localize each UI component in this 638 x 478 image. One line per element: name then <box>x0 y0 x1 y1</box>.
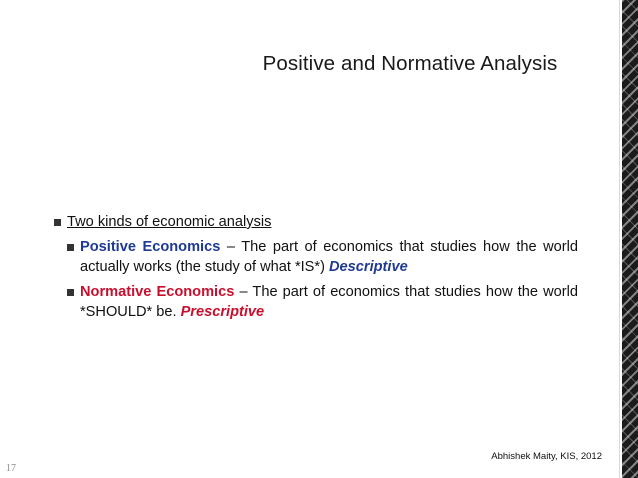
descriptive-tag: Descriptive <box>329 259 408 275</box>
page-number: 17 <box>6 463 16 474</box>
bullet-heading: Two kinds of economic analysis <box>67 214 272 230</box>
slide-title: Positive and Normative Analysis <box>262 52 558 75</box>
bullet-item-positive <box>67 237 578 277</box>
bullet-item-normative <box>67 282 578 322</box>
normative-economics-term: Normative Economics <box>80 284 235 300</box>
square-bullet-icon <box>67 289 74 296</box>
normative-economics-definition: – The part of economics that studies how the world *SHOULD* be. <box>80 284 578 320</box>
bullet-item-level1 <box>54 212 578 232</box>
square-bullet-icon <box>54 219 61 226</box>
positive-economics-term: Positive Economics <box>80 239 221 255</box>
square-bullet-icon <box>67 244 74 251</box>
normative-economics-text <box>80 282 578 322</box>
author-credit: Abhishek Maity, KIS, 2012 <box>491 451 602 462</box>
slide-content <box>54 212 578 322</box>
prescriptive-tag: Prescriptive <box>180 304 265 320</box>
positive-economics-text <box>80 237 578 277</box>
positive-economics-definition: – The part of economics that studies how the world actually works (the study of what *IS*) <box>80 239 578 275</box>
